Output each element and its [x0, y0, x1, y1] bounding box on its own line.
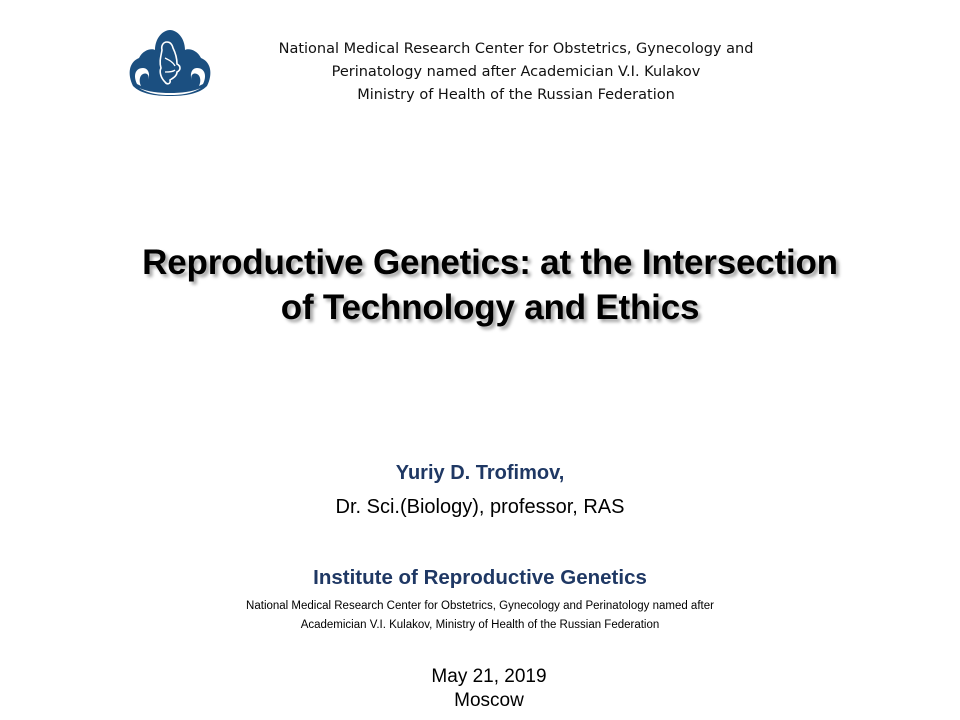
institute-description	[0, 597, 960, 635]
institute-description-line: National Medical Research Center for Obstetrics, Gynecology and Perinatology named after	[246, 600, 714, 612]
org-header-line: Perinatology named after Academician V.I. Kulakov	[331, 64, 701, 80]
organization-header	[230, 38, 802, 107]
event-info	[0, 665, 960, 713]
title-line: of Technology and Ethics	[280, 288, 700, 327]
institute-name: Institute of Reproductive Genetics	[313, 566, 647, 589]
presentation-title	[60, 240, 920, 330]
institution-logo	[125, 28, 215, 98]
author-name: Yuriy D. Trofimov,	[395, 462, 565, 484]
author-credentials: Dr. Sci.(Biology), professor, RAS	[335, 496, 625, 518]
org-header-line: Ministry of Health of the Russian Federation	[357, 87, 675, 103]
institute-description-line: Academician V.I. Kulakov, Ministry of Health of the Russian Federation	[300, 619, 660, 631]
event-date: May 21, 2019	[431, 666, 547, 687]
event-location: Moscow	[454, 690, 524, 711]
org-header-line: National Medical Research Center for Obstetrics, Gynecology and	[278, 41, 754, 57]
title-line: Reproductive Genetics: at the Intersection	[142, 243, 838, 282]
mother-child-logo-icon	[125, 28, 215, 98]
